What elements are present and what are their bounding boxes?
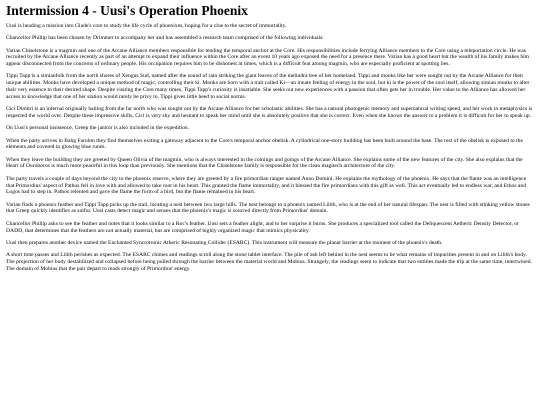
lilith-death-paragraph: A short time passes and Lilith perishes as expected. The ESARC chimes and readings scroll along the stone tablet interface. The pile of ash left behind in the nest seems to be what remains of impurities present in and on Lilith's body. The projection of her body destabilized and collapsed before being pulled through the barrier between the material world and Mobius. Strangely, the readings seem to indicate that two entities made the trip at the same time, intertwined. The domain of Mobius that the pair depart to reads strongly of Primordius' energy. [6,252,532,272]
queen-olivia-paragraph: When they leave the building they are greeted by Queen Olivia of the magmin, who is always interested in the comings and goings of the Arcane Alliance. She explains some of the new features of the city. She also explains that the Heart of Ouroboros is much more peaceful in this loop than previously. She mentions that the Chiselstone family is responsible for the clean magitech architecture of the city. [6,156,523,170]
document-title: Intermission 4 - Uusi's Operation Phoenix [6,3,248,18]
intro-paragraph: Uusi is heading a mission into Glade's core to study the life cycle of phoenixes, hoping for a clue to the secret of immortality. [6,23,287,29]
phoenix-reserve-paragraph: The party travels a couple of days beyond the city to the phoenix reserve, where they are greeted by a fire primordian ranger named Anno Domini. He explains the mythology of the phoenix. He says that the flame was an intelligence that Primordius' aspect of Pathus fell in love with and allowed to take root in his heart. This granted the flame immortality, and it blessed the fire primordians with this gift as well. This act eventually led to endless war, and Ethos and Logos had to step in. Pathos relented and gave the flame the form of a bird, but the flame remained in his heart. [6,175,527,196]
lilith-nest-paragraph: Varian finds a phoenix feather and Tippi Tapp picks up the trail, locating a nest between two large hills. The nest belongs to a phoenix named Lilith, who is at the end of her natural lifespan. The nest is filled with stinking yellow stones that Greep quickly identifies as sulfur. Uusi casts detect magic and senses that the phoenix's magic is sourced directly from Primordius' domain. [6,201,530,215]
team-intro-paragraph: Chancellor Phillip has been chosen by Drimmer to accompany her and has assembled a research team comprised of the following individuals: [6,35,324,42]
greep-paragraph: On Uusi's personal insistence, Greep the janitor is also included in the expedition. [6,125,190,132]
cici-paragraph: Cici Dimitri is an infernal originally hailing from the far north who was sought out by the Arcane Alliance for her scholastic abilities. She has a natural photogenic memory and supernatural writing speed, and her work in metaphysics is respected the world over. Despite these impressive skills, Cici is very shy and hesitant to speak her mind until she is absolutely positive that she is correct. Even when she knows the answer to a problem it is difficult for her to speak up. [6,106,533,119]
arrival-paragraph: When the party arrives in Bahg Faruhm they find themselves exiting a gateway adjacent to the Core's temporal anchor obelisk. A cylindrical one-story building has been built around the base. The rest of the obelisk is exposed to the elements and covered in glowing blue runes. [6,137,523,151]
esarc-paragraph: Uusi then prepares another device named the Enchanted Syncrotronic Atheric Resonating Collider (ESARC). This instrument will measure the planar barrier at the moment of the phoenix's death. [6,239,443,246]
varian-paragraph: Varian Chiselstone is a magmin and one of the Arcane Alliance members responsible for tending the temporal anchor at the Core. His responsibilities include ferrying Alliance members to the Core using a teleportation circle. He was recruited by the Arcane Alliance recently as part of an attempt to expand their influence within the Core after an event 10 years ago exposed the need for a presence there. Varian has a good heart but the wealth of his family makes him appear disconnected from the concerns of ordinary people. His occupation requires him to be dishonest at times, which is a difficult feat among magmin, who are especially proficient at spotting lies. [6,47,530,68]
tippi-paragraph: Tippi Tapp is a simianfolk from the north shores of Xengus Sud, named after the sound of rain striking the giant leaves of the melindra tree of her homeland. Tippi and monks like her were sought out by the Arcane Alliance for their unique abilities. Monks have developed a unique method of magic, controlling their ki. Monks are born with a trait called Ki—an innate feeling of energy in the soul, but ki is the power of the soul itself, allowing simian monks to alter their very essence to their desired shape. Despite visiting the Core many times, Tippi Tapp's curiosity is insatiable. She seeks out new experiences with a passion that often gets her in trouble. Her value to the Alliance has allowed her access to knowledge that one of her station would rarely be privy to. Tippi gives little heed to social norms. [6,73,530,100]
feather-analysis-paragraph: Chancellor Phillip asks to see the feather and notes that it looks similar to a Roc's feather. Uusi sets a feather alight, and to her surprise it burns. She produces a specialized tool called the Deliquescent Aetheric Density Detector, or DADD, that determines that the feathers are not actually material, but are comprised of highly organized magic that mimics physicality. [6,220,519,234]
